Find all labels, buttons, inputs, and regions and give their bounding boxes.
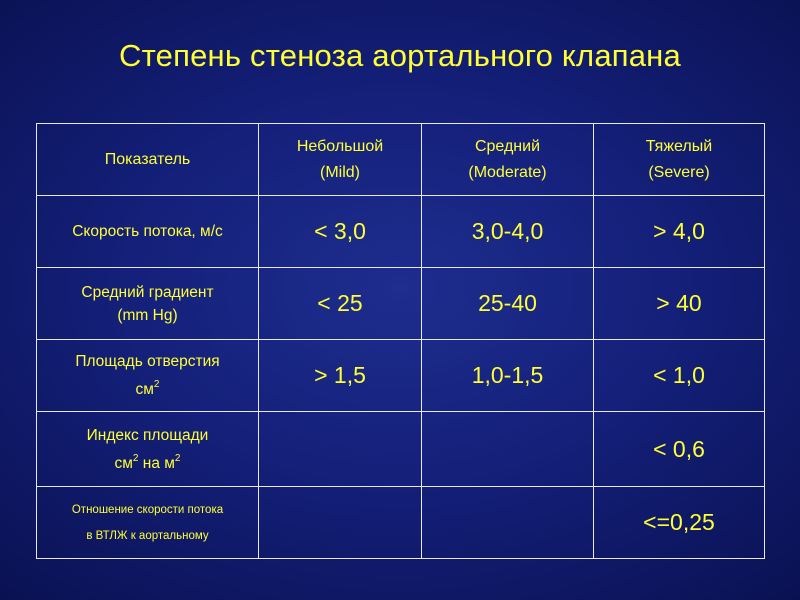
header-moderate	[422, 124, 594, 196]
cell-moderate: 25-40	[422, 268, 594, 340]
cell-mild	[259, 412, 422, 487]
unit-text: см	[114, 454, 133, 472]
table-row	[37, 487, 765, 559]
row-label-line1: Отношение скорости потока	[71, 503, 224, 516]
row-label-valve-area	[37, 340, 259, 412]
header-severe	[594, 124, 765, 196]
cell-severe: < 1,0	[594, 340, 765, 412]
unit-text-mid: на м	[138, 454, 175, 472]
unit-exponent: 2	[174, 452, 181, 464]
row-label-text: Скорость потока, м/с	[72, 223, 223, 240]
cell-moderate: 3,0-4,0	[422, 196, 594, 268]
header-mild-ru: Небольшой	[296, 137, 384, 155]
header-severe-en: (Severe)	[648, 163, 710, 181]
row-label-flow-velocity	[37, 196, 259, 268]
header-moderate-en: (Moderate)	[468, 163, 547, 181]
row-label-line2	[41, 447, 254, 475]
unit-exponent: 2	[132, 452, 139, 464]
header-moderate-ru: Средний	[474, 137, 541, 155]
cell-severe: > 40	[594, 268, 765, 340]
cell-severe: <=0,25	[594, 487, 765, 559]
row-label-line2: в ВТЛЖ к аортальному	[86, 529, 209, 542]
row-label-velocity-ratio	[37, 487, 259, 559]
row-label-line1: Индекс площади	[86, 426, 209, 444]
stenosis-table	[36, 123, 765, 559]
cell-mild: < 25	[259, 268, 422, 340]
row-label-line1: Средний градиент	[81, 283, 214, 301]
cell-mild	[259, 487, 422, 559]
cell-severe: > 4,0	[594, 196, 765, 268]
row-label-line2: (mm Hg)	[117, 306, 178, 324]
row-label-mean-gradient	[37, 268, 259, 340]
header-mild-en: (Mild)	[320, 163, 360, 181]
row-label-line2	[41, 373, 254, 401]
page-title: Степень стеноза аортального клапана	[119, 38, 681, 73]
table-header-row	[37, 124, 765, 196]
header-mild	[259, 124, 422, 196]
cell-moderate: 1,0-1,5	[422, 340, 594, 412]
cell-mild: > 1,5	[259, 340, 422, 412]
table-row	[37, 196, 765, 268]
row-label-line1: Площадь отверстия	[75, 353, 220, 370]
header-indicator-label: Показатель	[104, 150, 191, 168]
table-row	[37, 268, 765, 340]
header-severe-ru: Тяжелый	[645, 137, 713, 155]
cell-mild: < 3,0	[259, 196, 422, 268]
unit-exponent: 2	[153, 379, 160, 390]
header-indicator	[37, 124, 259, 196]
table-row	[37, 412, 765, 487]
table-row	[37, 340, 765, 412]
unit-text: см	[135, 381, 154, 398]
cell-moderate	[422, 487, 594, 559]
cell-severe: < 0,6	[594, 412, 765, 487]
cell-moderate	[422, 412, 594, 487]
row-label-area-index	[37, 412, 259, 487]
